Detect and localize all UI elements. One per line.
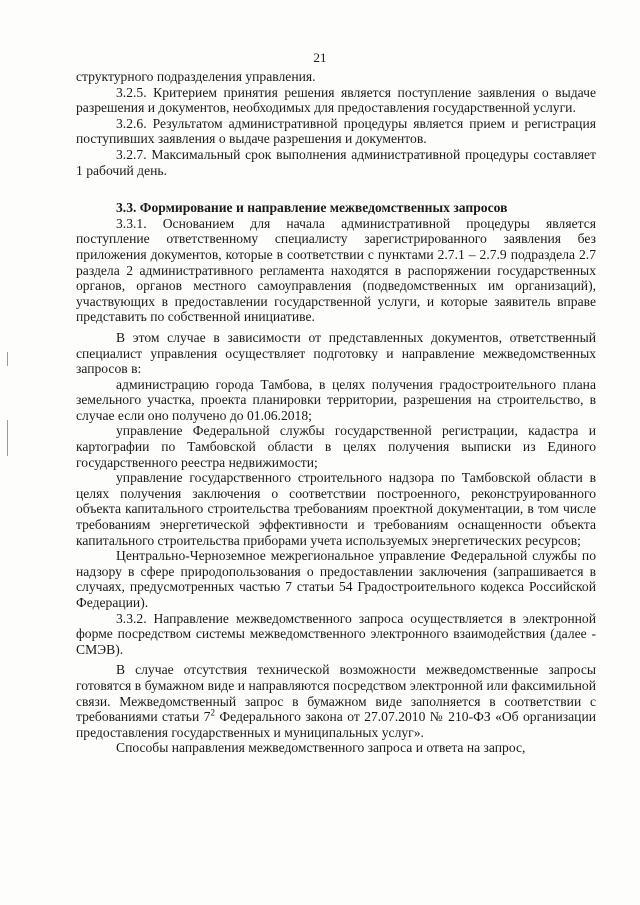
paragraph: 3.3.1. Основанием для начала административной процедуры является поступление ответственному специалисту зарегистрированного заявления без приложения документов, которые в соответствии с пунктами 2.7.1 – 2.7.9 подраздела 2.7 раздела 2 административного регламента находятся в распоряжении государственных органов, органов местного самоуправления (подведомственных им организаций), участвующих в предоставлении государственной услуги, и которые заявитель вправе представить по собственной инициативе. xyxy=(76,215,596,325)
paragraph: Центрально-Черноземное межрегиональное управление Федеральной службы по надзору в сфере природопользования о предоставлении заключения (запрашивается в случаях, предусмотренных частью 7 статьи 54 Градостроительного кодекса Российской Федерации). xyxy=(76,548,596,610)
scan-artifact xyxy=(7,420,8,456)
scan-artifact xyxy=(7,352,8,366)
paragraph xyxy=(76,662,596,740)
paragraph-text: В случае отсутствия технической возможности межведомственные запросы готовятся в бумажном виде и направляются посредством электронной или факсимильной связи. Межведомственный запрос в бумажном виде заполняется в соответствии с требованиями статьи 7 xyxy=(76,662,596,725)
paragraph: 3.2.6. Результатом административной процедуры является прием и регистрация поступивших заявления о выдаче разрешения и документов. xyxy=(76,115,596,147)
paragraph: управление государственного строительного надзора по Тамбовской области в целях получения заключения о соответствии построенного, реконструированного объекта капитального строительства требованиям проектной документации, в том числе требованиям энергетической эффективности и требованиям оснащенности объекта капитального строительства приборами учета используемых энергетических ресурсов; xyxy=(76,470,596,548)
section-heading: 3.3. Формирование и направление межведомственных запросов xyxy=(116,200,508,216)
paragraph: 3.2.7. Максимальный срок выполнения административной процедуры составляет 1 рабочий день. xyxy=(76,146,596,178)
document-body xyxy=(76,69,596,756)
paragraph: Способы направления межведомственного запроса и ответа на запрос, xyxy=(116,740,526,756)
paragraph: администрацию города Тамбова, в целях получения градостроительного плана земельного участка, проекта планировки территории, разрешения на строительство, в случае если оно получено до 01.06.2018; xyxy=(76,376,596,423)
paragraph: управление Федеральной службы государственной регистрации, кадастра и картографии по Тамбовской области в целях получения выписки из Единого государственного реестра недвижимости; xyxy=(76,423,596,470)
paragraph: 3.3.2. Направление межведомственного запроса осуществляется в электронной форме посредством системы межведомственного электронного взаимодействия (далее - СМЭВ). xyxy=(76,610,596,657)
page-number: 21 xyxy=(313,50,327,65)
paragraph-text: Федерального закона от 27.07.2010 № 210-ФЗ «Об организации предоставления государственных и муниципальных услуг». xyxy=(76,709,596,740)
superscript: 2 xyxy=(210,707,215,718)
paragraph: 3.2.5. Критерием принятия решения является поступление заявления о выдаче разрешения и документов, необходимых для предоставления государственной услуги. xyxy=(76,84,596,116)
paragraph: В этом случае в зависимости от представленных документов, ответственный специалист управления осуществляет подготовку и направление межведомственных запросов в: xyxy=(76,329,596,377)
paragraph: структурного подразделения управления. xyxy=(76,69,316,84)
